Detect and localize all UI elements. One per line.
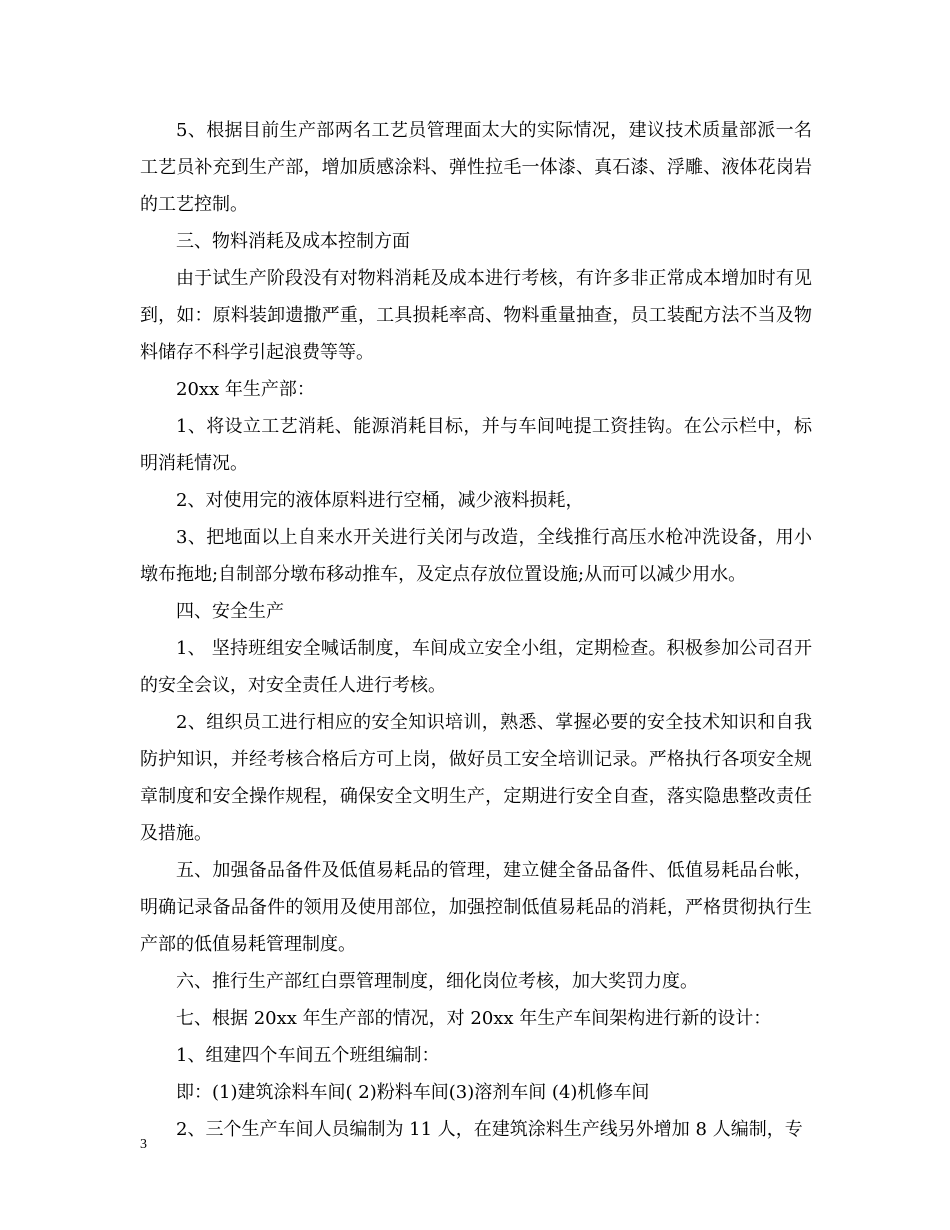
paragraph-safety-training: 2、组织员工进行相应的安全知识培训，熟悉、掌握必要的安全技术知识和自我防护知识，并经考核合格后方可上岗，做好员工安全培训记录。严格执行各项安全规章制度和安全操作规程，确保安全文明生产，定期进行安全自查，落实隐患整改责任及措施。 xyxy=(140,712,812,844)
heading-material-cost: 三、物料消耗及成本控制方面 xyxy=(176,231,410,252)
paragraph-safety-team: 1、 坚持班组安全喊话制度，车间成立安全小组，定期检查。积极参加公司召开的安全会议，对安全责任人进行考核。 xyxy=(140,638,812,696)
paragraph-staffing: 2、三个生产车间人员编制为 11 人，在建筑涂料生产线另外增加 8 人编制，专 xyxy=(176,1119,803,1140)
heading-safety-production: 四、安全生产 xyxy=(176,601,284,622)
paragraph-workshop-structure: 七、根据 20xx 年生产部的情况，对 20xx 年生产车间架构进行新的设计： xyxy=(176,1008,772,1029)
paragraph-process-staff: 5、根据目前生产部两名工艺员管理面太大的实际情况，建议技术质量部派一名工艺员补充到生产部，增加质感涂料、弹性拉毛一体漆、真石漆、浮雕、液体花岗岩的工艺控制。 xyxy=(140,120,812,215)
paragraph-liquid-material: 2、对使用完的液体原料进行空桶，减少液料损耗， xyxy=(176,490,584,511)
paragraph-water-saving: 3、把地面以上自来水开关进行关闭与改造，全线推行高压水枪冲洗设备，用小墩布拖地;自制部分墩布移动推车，及定点存放位置设施;从而可以减少用水。 xyxy=(140,527,812,585)
paragraph-spare-parts: 五、加强备品备件及低值易耗品的管理，建立健全备品备件、低值易耗品台帐，明确记录备品备件的领用及使用部位，加强控制低值易耗品的消耗，严格贯彻执行生产部的低值易耗管理制度。 xyxy=(140,860,812,955)
paragraph-workshop-list: 即：(1)建筑涂料车间( 2)粉料车间(3)溶剂车间 (4)机修车间 xyxy=(176,1082,650,1103)
page-number: 3 xyxy=(140,1137,147,1152)
paragraph-four-workshops: 1、组建四个车间五个班组编制： xyxy=(176,1045,440,1066)
paragraph-consumption-targets: 1、将设立工艺消耗、能源消耗目标，并与车间吨提工资挂钩。在公示栏中，标明消耗情况。 xyxy=(140,416,812,474)
paragraph-production-dept-year: 20xx 年生产部： xyxy=(176,379,315,400)
paragraph-ticket-system: 六、推行生产部红白票管理制度，细化岗位考核，加大奖罚力度。 xyxy=(176,971,698,992)
document-body xyxy=(140,112,812,1148)
paragraph-material-consumption: 由于试生产阶段没有对物料消耗及成本进行考核，有许多非正常成本增加时有见到，如：原料装卸遗撒严重，工具损耗率高、物料重量抽查，员工装配方法不当及物料储存不科学引起浪费等等。 xyxy=(140,268,812,363)
